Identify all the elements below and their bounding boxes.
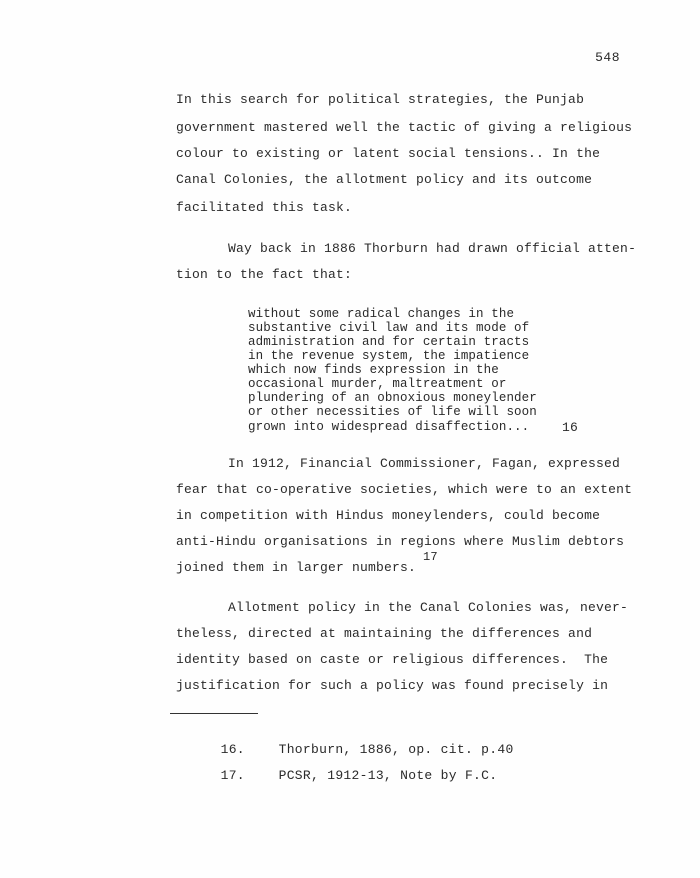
paragraph-1-line-5: facilitated this task. xyxy=(176,200,353,215)
footnote-17 xyxy=(172,753,497,798)
quote-line-3: administration and for certain tracts xyxy=(248,335,530,349)
quote-line-6: occasional murder, maltreatment or xyxy=(248,377,507,391)
paragraph-4-line-3: identity based on caste or religious differences. The xyxy=(176,652,609,667)
paragraph-1-line-3: colour to existing or latent social tensions.. In the xyxy=(176,146,601,161)
footnote-ref-17: 17 xyxy=(423,550,438,564)
paragraph-4-line-4: justification for such a policy was found precisely in xyxy=(176,678,609,693)
quote-line-4: in the revenue system, the impatience xyxy=(248,349,530,363)
quote-line-7: plundering of an obnoxious moneylender xyxy=(248,391,537,405)
quote-line-2: substantive civil law and its mode of xyxy=(248,321,530,335)
quote-line-5: which now finds expression in the xyxy=(248,363,499,377)
paragraph-3-line-2: fear that co-operative societies, which were to an extent xyxy=(176,482,633,497)
footnote-16-number: 16. xyxy=(220,742,245,757)
paragraph-2-line-2: tion to the fact that: xyxy=(176,267,353,282)
footnote-ref-16: 16 xyxy=(562,420,579,435)
page-number: 548 xyxy=(595,50,620,65)
paragraph-1-line-1: In this search for political strategies, the Punjab xyxy=(176,92,585,107)
paragraph-4-line-2: theless, directed at maintaining the differences and xyxy=(176,626,593,641)
footnote-17-text: PCSR, 1912-13, Note by F.C. xyxy=(278,768,498,783)
paragraph-3-line-4: anti-Hindu organisations in regions where Muslim debtors xyxy=(176,534,625,549)
paragraph-3-line-1: In 1912, Financial Commissioner, Fagan, expressed xyxy=(228,456,621,471)
quote-line-8: or other necessities of life will soon xyxy=(248,405,537,419)
paragraph-3-line-3: in competition with Hindus moneylenders, could become xyxy=(176,508,601,523)
paragraph-3-line-5: joined them in larger numbers. xyxy=(176,560,417,575)
quote-line-9: grown into widespread disaffection... xyxy=(248,420,530,434)
paragraph-4-line-1: Allotment policy in the Canal Colonies was, never- xyxy=(228,600,629,615)
paragraph-1-line-4: Canal Colonies, the allotment policy and its outcome xyxy=(176,172,593,187)
quote-line-1: without some radical changes in the xyxy=(248,307,515,321)
paragraph-1-line-2: government mastered well the tactic of giving a religious xyxy=(176,120,633,135)
footnote-16-text: Thorburn, 1886, op. cit. p.40 xyxy=(278,742,514,757)
paragraph-2-line-1: Way back in 1886 Thorburn had drawn official atten- xyxy=(228,241,637,256)
footnote-17-number: 17. xyxy=(220,768,245,783)
footnote-separator xyxy=(170,713,258,714)
